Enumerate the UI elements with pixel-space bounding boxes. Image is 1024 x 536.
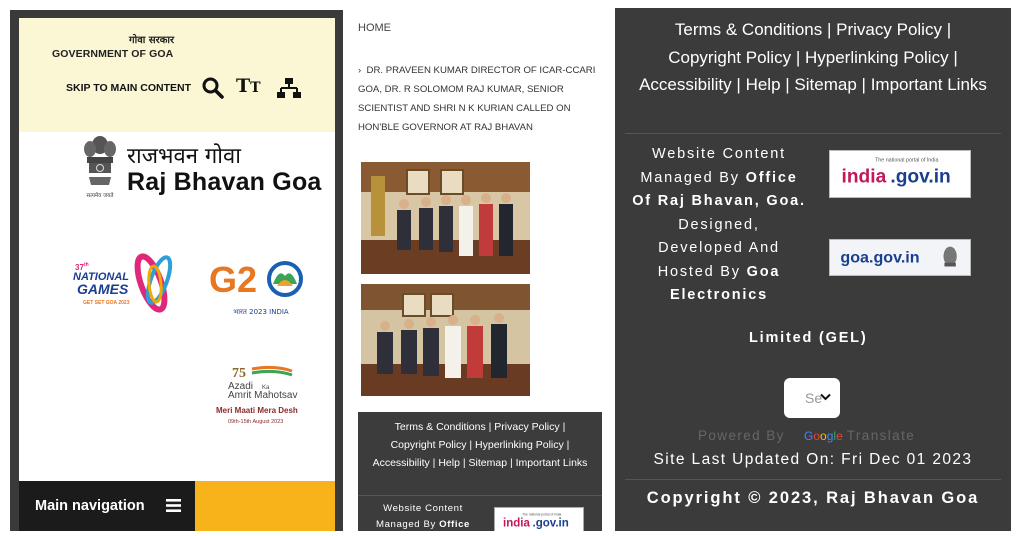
wc-designed: Designed, bbox=[678, 216, 760, 233]
footer-link-hyperlinking[interactable]: Hyperlinking Policy bbox=[475, 439, 564, 451]
hamburger-menu-icon[interactable] bbox=[166, 499, 181, 512]
footer-link-terms[interactable]: Terms & Conditions bbox=[394, 421, 486, 433]
footer-link-important-links[interactable]: Important Links bbox=[515, 457, 588, 469]
footer-sep: | bbox=[488, 421, 492, 433]
visit-photo-2[interactable] bbox=[361, 284, 530, 396]
translate-label: Translate bbox=[846, 428, 916, 443]
india-badge-a: india bbox=[503, 517, 530, 530]
footer-link-sitemap[interactable]: Sitemap bbox=[468, 457, 508, 469]
skip-to-main-content-link[interactable]: SKIP TO MAIN CONTENT bbox=[66, 82, 192, 94]
wc-developed-and: Developed And bbox=[658, 240, 780, 256]
breadcrumb-current-page bbox=[358, 61, 600, 137]
footer-link-important-links[interactable]: Important Links bbox=[870, 75, 987, 94]
wc-managed-by: Managed By bbox=[640, 169, 740, 186]
language-select-value: Se bbox=[805, 390, 823, 406]
breadcrumb-separator: › bbox=[358, 65, 362, 76]
india-badge-small: The national portal of India bbox=[874, 157, 939, 164]
wc-office: Office bbox=[439, 519, 470, 530]
website-content-credit bbox=[625, 143, 813, 308]
wc-prefix: Website Content bbox=[383, 503, 463, 514]
footer-link-accessibility[interactable]: Accessibility bbox=[639, 75, 732, 94]
footer-sep: | bbox=[946, 20, 952, 39]
footer-link-privacy[interactable]: Privacy Policy bbox=[494, 421, 560, 433]
wc-office-rest: Of Raj Bhavan, Goa. bbox=[632, 193, 806, 209]
footer-links bbox=[364, 418, 596, 472]
azadi-caption1: Meri Maati Mera Desh bbox=[216, 406, 298, 415]
footer-sep: | bbox=[785, 75, 790, 94]
azadi-line2: Ka bbox=[262, 385, 270, 391]
site-last-updated: Site Last Updated On: Fri Dec 01 2023 bbox=[653, 451, 973, 468]
government-label[interactable]: GOVERNMENT OF GOA bbox=[52, 48, 174, 60]
india-badge-b: .gov.in bbox=[532, 517, 569, 530]
azadi-caption2: 09th-15th August 2023 bbox=[228, 419, 284, 425]
text-size-small-glyph: T bbox=[250, 80, 261, 96]
footer-sep: | bbox=[562, 421, 566, 433]
google-logo: Google bbox=[804, 429, 843, 443]
footer-sep: | bbox=[432, 457, 436, 469]
government-hindi-label: गोवा सरकार bbox=[129, 35, 175, 46]
wc-electronics: Electronics bbox=[670, 287, 768, 303]
azadi-ka-amrit-mahotsav-logo[interactable] bbox=[214, 363, 324, 433]
copyright-text: Copyright © 2023, Raj Bhavan Goa bbox=[646, 489, 980, 507]
footer-link-copyright[interactable]: Copyright Policy bbox=[668, 47, 792, 67]
footer-panel bbox=[615, 8, 1011, 531]
emblem-motto: सत्यमेव जयते bbox=[86, 193, 114, 199]
azadi-line3: Amrit Mahotsav bbox=[228, 390, 298, 401]
india-badge-small: The national portal of India bbox=[522, 512, 562, 517]
goa-gov-in-badge[interactable] bbox=[829, 239, 971, 276]
goa-badge-main: goa.gov.in bbox=[840, 248, 920, 267]
wc-managed: Managed By bbox=[376, 519, 436, 530]
site-title-english[interactable]: Raj Bhavan Goa bbox=[127, 168, 322, 196]
g20-text: G2 bbox=[209, 259, 258, 300]
footer-sep: | bbox=[462, 457, 466, 469]
language-select[interactable] bbox=[784, 378, 840, 418]
website-content-text bbox=[358, 501, 488, 531]
sitemap-icon[interactable] bbox=[277, 77, 301, 99]
india-gov-in-badge[interactable] bbox=[829, 150, 971, 198]
ng-tagline: GET SET GOA 2023 bbox=[83, 300, 130, 306]
india-badge-a: india bbox=[841, 166, 887, 188]
india-badge-b: .gov.in bbox=[890, 166, 951, 188]
footer-link-accessibility[interactable]: Accessibility bbox=[372, 457, 430, 469]
main-navigation-bar[interactable] bbox=[19, 481, 335, 531]
text-size-big-glyph: T bbox=[236, 75, 251, 97]
text-size-icon[interactable] bbox=[236, 75, 261, 99]
footer-link-privacy[interactable]: Privacy Policy bbox=[836, 20, 942, 39]
footer-frame bbox=[625, 8, 1001, 523]
mobile-header-panel bbox=[10, 10, 343, 531]
footer-sep: | bbox=[953, 47, 958, 67]
wc-hosted-by: Hosted By bbox=[657, 263, 741, 280]
ng-line1: NATIONAL bbox=[73, 271, 130, 283]
breadcrumb-current-text: DR. PRAVEEN KUMAR DIRECTOR OF ICAR-CCARI GOA, DR. R SOLOMOM RAJ KUMAR, SENIOR SCIENTIST AND SHRI N K KURIAN CALLED ON HON'BLE GOVERNOR AT RAJ BHAVAN bbox=[358, 65, 596, 133]
footer-sep: | bbox=[795, 47, 801, 67]
footer-links bbox=[633, 16, 993, 99]
wc-website-content: Website Content bbox=[652, 146, 786, 162]
footer-divider bbox=[358, 495, 602, 496]
azadi-line1: Azadi bbox=[228, 381, 254, 392]
article-panel bbox=[356, 10, 602, 531]
chevron-down-icon bbox=[820, 393, 831, 401]
wc-goa: Goa bbox=[746, 263, 781, 280]
footer-link-help[interactable]: Help bbox=[438, 457, 460, 469]
top-utility-bar bbox=[19, 18, 335, 132]
ng-suffix: th bbox=[84, 262, 89, 268]
footer-link-sitemap[interactable]: Sitemap bbox=[794, 75, 857, 94]
state-emblem-icon bbox=[79, 133, 121, 203]
footer-sep: | bbox=[861, 75, 866, 94]
footer-sep: | bbox=[469, 439, 473, 451]
footer-link-help[interactable]: Help bbox=[745, 75, 781, 94]
footer-sep: | bbox=[736, 75, 741, 94]
google-translate-link[interactable] bbox=[804, 428, 915, 443]
footer-divider-bottom bbox=[625, 479, 1001, 480]
footer-link-copyright[interactable]: Copyright Policy bbox=[390, 439, 467, 451]
site-title-hindi[interactable]: राजभवन गोवा bbox=[127, 144, 241, 169]
wc-limited-gel: Limited (GEL) bbox=[749, 330, 868, 346]
g20-logo[interactable] bbox=[209, 254, 309, 320]
ng-number: 37 bbox=[75, 263, 84, 272]
breadcrumb-home-link[interactable]: HOME bbox=[358, 22, 391, 34]
india-gov-in-badge[interactable] bbox=[494, 507, 584, 531]
footer-link-hyperlinking[interactable]: Hyperlinking Policy bbox=[804, 47, 949, 67]
footer-sep: | bbox=[566, 439, 570, 451]
footer-sep: | bbox=[827, 20, 832, 39]
wc-office: Office bbox=[745, 169, 798, 186]
ng-line2: GAMES bbox=[77, 281, 129, 297]
search-icon[interactable] bbox=[201, 76, 225, 100]
mobile-header-frame bbox=[19, 18, 335, 531]
national-games-logo[interactable] bbox=[71, 250, 181, 320]
azadi-number: 75 bbox=[232, 366, 246, 381]
g20-caption: भारत 2023 INDIA bbox=[233, 308, 289, 316]
main-navigation-label: Main navigation bbox=[35, 498, 145, 514]
footer-divider bbox=[625, 133, 1001, 134]
main-navigation-toggle[interactable] bbox=[19, 481, 195, 531]
visit-photo-1[interactable] bbox=[361, 162, 530, 274]
footer-link-terms[interactable]: Terms & Conditions bbox=[674, 20, 823, 39]
powered-by-label: Powered By bbox=[698, 428, 785, 443]
mini-footer bbox=[358, 412, 602, 531]
footer-sep: | bbox=[509, 457, 513, 469]
